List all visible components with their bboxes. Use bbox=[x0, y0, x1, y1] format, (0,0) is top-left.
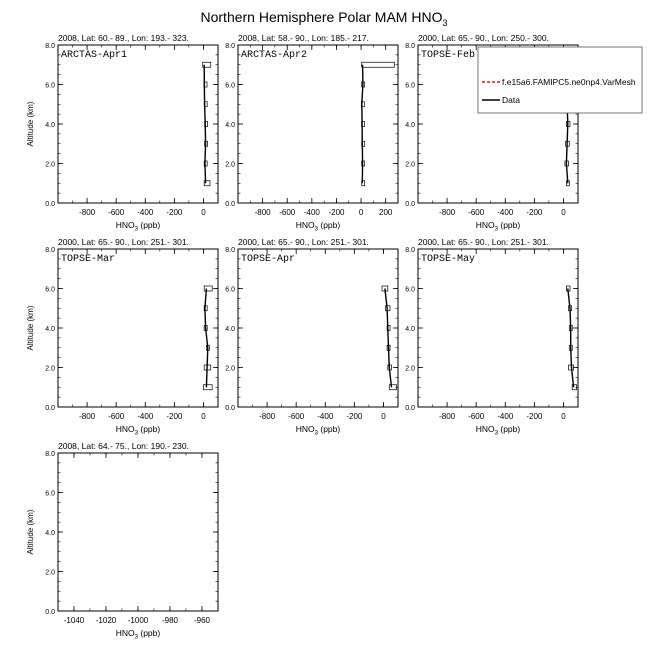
panel-header: 2008, Lat: 64.- 75., Lon: 190.- 230. bbox=[58, 441, 189, 451]
x-tick-label: -400 bbox=[497, 208, 514, 217]
figure-title bbox=[201, 9, 448, 28]
data-line bbox=[205, 289, 208, 388]
y-tick-label: 0.0 bbox=[45, 201, 55, 208]
y-tick-label: 8.0 bbox=[405, 43, 415, 50]
panel-1 bbox=[26, 33, 218, 233]
y-tick-label: 8.0 bbox=[45, 451, 55, 458]
x-tick-label: -600 bbox=[108, 412, 125, 421]
y-tick-label: 6.0 bbox=[405, 286, 415, 294]
x-tick-label: -800 bbox=[439, 208, 456, 217]
y-tick-label: 4.0 bbox=[225, 122, 235, 129]
panel-header: 2000, Lat: 65.- 90., Lon: 251.- 301. bbox=[238, 237, 369, 247]
panel-campaign-label: TOPSE-Mar bbox=[61, 254, 116, 265]
x-tick-label: -400 bbox=[137, 412, 154, 421]
y-tick-label: 6.0 bbox=[45, 82, 55, 90]
series-data bbox=[566, 286, 576, 390]
data-box bbox=[204, 286, 212, 291]
y-tick-label: 0.0 bbox=[225, 201, 235, 208]
panel-campaign-label: TOPSE-Apr bbox=[241, 254, 296, 265]
x-tick-label: -400 bbox=[317, 412, 334, 421]
panel-frame bbox=[58, 453, 218, 611]
y-tick-label: 2.0 bbox=[45, 365, 55, 373]
panel-frame bbox=[418, 249, 578, 407]
x-tick-label: -200 bbox=[346, 412, 363, 421]
data-line bbox=[568, 289, 574, 388]
x-tick-label: -1040 bbox=[63, 616, 85, 625]
x-axis-label: $HNO_3$ (ppb) bbox=[115, 220, 161, 233]
x-tick-label: -200 bbox=[526, 412, 543, 421]
x-tick-label: -600 bbox=[468, 208, 485, 217]
data-line bbox=[385, 289, 392, 388]
legend-model-label: f.e15a6.FAMIPC5.ne0np4.VarMesh bbox=[502, 77, 636, 87]
series-data bbox=[203, 286, 212, 390]
y-tick-label: 8.0 bbox=[225, 43, 235, 50]
x-tick-label: 0 bbox=[201, 208, 206, 217]
x-tick-label: -200 bbox=[166, 412, 183, 421]
y-tick-label: 2.0 bbox=[405, 161, 415, 169]
panel-header: 2000, Lat: 65.- 90., Lon: 251.- 301. bbox=[58, 237, 189, 247]
x-tick-label: -200 bbox=[526, 208, 543, 217]
x-tick-label: 200 bbox=[379, 208, 393, 217]
y-tick-label: 6.0 bbox=[405, 82, 415, 90]
x-axis-label: $HNO_3$ (ppb) bbox=[475, 424, 521, 437]
y-tick-label: 6.0 bbox=[45, 490, 55, 498]
x-axis-label: $HNO_3$ (ppb) bbox=[115, 628, 161, 641]
x-tick-label: -200 bbox=[166, 208, 183, 217]
y-tick-label: 4.0 bbox=[45, 530, 55, 537]
x-tick-label: -800 bbox=[259, 412, 276, 421]
figure-title-main: Northern Hemisphere Polar MAM HNO bbox=[200, 9, 443, 25]
panel-2 bbox=[225, 33, 398, 233]
panel-campaign-label: TOPSE-Feb bbox=[421, 50, 476, 61]
y-tick-label: 0.0 bbox=[405, 201, 415, 208]
series-data bbox=[361, 62, 394, 186]
y-tick-label: 8.0 bbox=[405, 247, 415, 254]
panel-campaign-label: ARCTAS-Apr1 bbox=[61, 50, 128, 61]
panel-frame bbox=[238, 45, 398, 203]
x-tick-label: -800 bbox=[79, 208, 96, 217]
panel-header: 2008, Lat: 58.- 90., Lon: 185.- 217. bbox=[238, 33, 369, 43]
y-tick-label: 0.0 bbox=[405, 405, 415, 412]
panel-4 bbox=[26, 237, 218, 437]
x-tick-label: -1020 bbox=[95, 616, 117, 625]
x-tick-label: -800 bbox=[254, 208, 271, 217]
x-tick-label: 0 bbox=[381, 412, 386, 421]
y-tick-label: 2.0 bbox=[45, 569, 55, 577]
x-tick-label: -400 bbox=[303, 208, 320, 217]
y-tick-label: 8.0 bbox=[45, 247, 55, 254]
panel-frame bbox=[58, 45, 218, 203]
x-axis-label: $HNO_3$ (ppb) bbox=[115, 424, 161, 437]
x-axis-label: $HNO_3$ (ppb) bbox=[295, 220, 341, 233]
y-tick-label: 4.0 bbox=[405, 122, 415, 129]
x-tick-label: -200 bbox=[328, 208, 345, 217]
y-tick-label: 6.0 bbox=[225, 286, 235, 294]
y-tick-label: 4.0 bbox=[405, 326, 415, 333]
x-tick-label: -980 bbox=[161, 616, 179, 625]
x-tick-label: -400 bbox=[137, 208, 154, 217]
x-axis-label: $HNO_3$ (ppb) bbox=[475, 220, 521, 233]
x-axis-label: $HNO_3$ (ppb) bbox=[295, 424, 341, 437]
y-tick-label: 4.0 bbox=[225, 326, 235, 333]
y-axis-label: Altitude (km) bbox=[26, 509, 35, 555]
series-data bbox=[203, 62, 211, 186]
data-box bbox=[389, 385, 396, 390]
x-tick-label: -600 bbox=[288, 412, 305, 421]
legend-data-label: Data bbox=[502, 95, 520, 105]
y-tick-label: 4.0 bbox=[45, 326, 55, 333]
series-data bbox=[382, 286, 397, 390]
panel-7 bbox=[26, 441, 218, 641]
y-tick-label: 8.0 bbox=[45, 43, 55, 50]
panel-campaign-label: ARCTAS-Apr2 bbox=[241, 50, 308, 61]
y-axis-label: Altitude (km) bbox=[26, 101, 35, 147]
x-tick-label: 0 bbox=[201, 412, 206, 421]
y-axis-label: Altitude (km) bbox=[26, 305, 35, 351]
x-tick-label: -400 bbox=[497, 412, 514, 421]
x-tick-label: -800 bbox=[439, 412, 456, 421]
panel-header: 2000, Lat: 65.- 90., Lon: 251.- 301. bbox=[418, 237, 549, 247]
figure-title-sub: 3 bbox=[442, 18, 448, 28]
x-tick-label: -600 bbox=[468, 412, 485, 421]
y-tick-label: 2.0 bbox=[225, 161, 235, 169]
x-tick-label: -1000 bbox=[127, 616, 149, 625]
y-tick-label: 6.0 bbox=[225, 82, 235, 90]
x-tick-label: 0 bbox=[561, 412, 566, 421]
y-tick-label: 2.0 bbox=[225, 365, 235, 373]
x-tick-label: 0 bbox=[358, 208, 364, 217]
panel-campaign-label: TOPSE-May bbox=[421, 254, 476, 265]
panel-5 bbox=[225, 237, 398, 437]
panel-frame bbox=[58, 249, 218, 407]
panel-header: 2008, Lat: 60.- 89., Lon: 193.- 323. bbox=[58, 33, 189, 43]
y-tick-label: 2.0 bbox=[45, 161, 55, 169]
panel-6 bbox=[405, 237, 578, 437]
y-tick-label: 0.0 bbox=[45, 405, 55, 412]
y-tick-label: 6.0 bbox=[45, 286, 55, 294]
y-tick-label: 0.0 bbox=[225, 405, 235, 412]
x-tick-label: -600 bbox=[108, 208, 125, 217]
y-tick-label: 0.0 bbox=[45, 609, 55, 616]
legend bbox=[478, 47, 642, 113]
x-tick-label: -960 bbox=[193, 616, 211, 625]
y-tick-label: 8.0 bbox=[225, 247, 235, 254]
y-tick-label: 4.0 bbox=[45, 122, 55, 129]
panel-grid bbox=[26, 33, 578, 641]
y-tick-label: 2.0 bbox=[405, 365, 415, 373]
x-tick-label: 0 bbox=[561, 208, 566, 217]
data-box bbox=[203, 385, 212, 390]
panel-header: 2000, Lat: 65.- 90., Lon: 250.- 300. bbox=[418, 33, 549, 43]
x-tick-label: -600 bbox=[279, 208, 296, 217]
data-box bbox=[362, 62, 395, 67]
panel-frame bbox=[238, 249, 398, 407]
x-tick-label: -800 bbox=[79, 412, 96, 421]
